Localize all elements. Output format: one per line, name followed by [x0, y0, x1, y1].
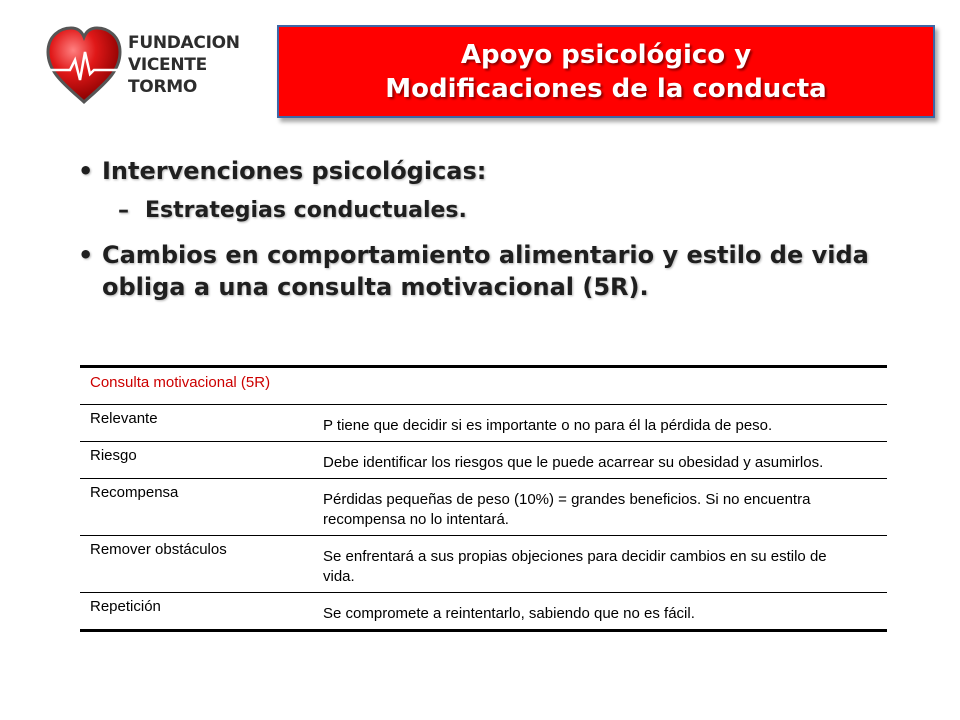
row-description: Se enfrentará a sus propias objeciones para decidir cambios en su estilo de vida.: [323, 548, 827, 585]
title-line2: Modificaciones de la conducta: [385, 73, 827, 104]
row-description: Pérdidas pequeñas de peso (10%) = grandes beneficios. Si no encuentra recompensa no lo intentará.: [323, 491, 811, 528]
logo-line1: FUNDACION: [128, 33, 240, 53]
row-term: Remover obstáculos: [90, 541, 227, 558]
logo-text: [128, 32, 274, 98]
bullet-text-line2: obliga a una consulta motivacional (5R).: [102, 273, 649, 301]
dash-icon: –: [118, 198, 129, 223]
table-row: [80, 479, 887, 536]
bullet-item: [78, 239, 918, 303]
heart-icon: [44, 22, 124, 106]
row-description: P tiene que decidir si es importante o no para él la pérdida de peso.: [323, 417, 773, 434]
logo-line2: VICENTE TORMO: [128, 55, 207, 97]
table-row: [80, 405, 887, 442]
row-description: Debe identificar los riesgos que le puede acarrear su obesidad y asumirlos.: [323, 454, 824, 471]
row-term: Repetición: [90, 598, 161, 615]
sub-bullet-text: Estrategias conductuales.: [145, 198, 467, 223]
table-row: [80, 536, 887, 593]
title-line1: Apoyo psicológico y: [460, 39, 752, 70]
foundation-logo: [44, 22, 274, 106]
sub-bullet-item: [78, 195, 918, 227]
table-row: [80, 442, 887, 479]
bullet-text: Intervenciones psicológicas:: [102, 157, 487, 185]
row-term: Riesgo: [90, 447, 137, 464]
bullet-icon: •: [78, 241, 94, 269]
bullet-text-line1: Cambios en comportamiento alimentario y estilo de vida: [102, 241, 869, 269]
table-row: [80, 593, 887, 629]
title-banner: [277, 25, 935, 118]
row-term: Relevante: [90, 410, 158, 427]
bullet-list: [78, 155, 918, 303]
bullet-icon: •: [78, 157, 94, 185]
motivational-table: [80, 365, 887, 632]
bullet-item: [78, 155, 918, 187]
row-description: Se compromete a reintentarlo, sabiendo que no es fácil.: [323, 605, 695, 622]
table-header: Consulta motivacional (5R): [80, 368, 887, 405]
row-term: Recompensa: [90, 484, 179, 501]
